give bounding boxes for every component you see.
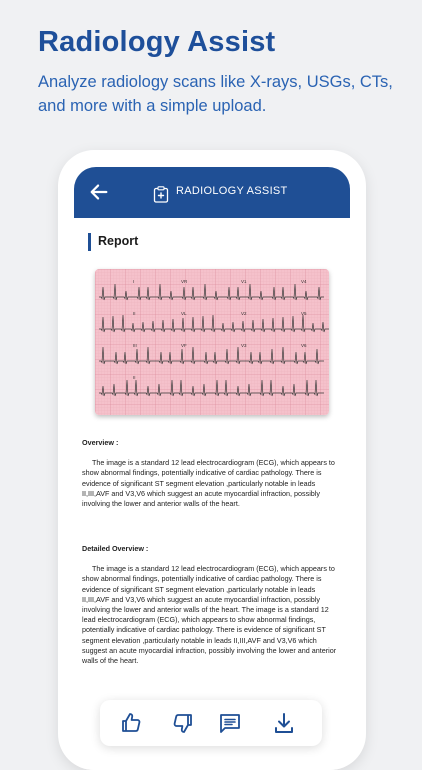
- ecg-lead-label: I: [133, 279, 135, 284]
- detailed-overview-heading: Detailed Overview :: [82, 544, 149, 553]
- ecg-lead-label: V5: [301, 311, 307, 316]
- clipboard-icon: [153, 186, 169, 203]
- overview-heading: Overview :: [82, 438, 119, 447]
- ecg-lead-label: VF: [181, 343, 187, 348]
- ecg-lead-label: III: [133, 343, 137, 348]
- ecg-lead-label: II: [133, 375, 136, 380]
- ecg-lead-label: V2: [241, 311, 247, 316]
- ecg-lead-label: V4: [301, 279, 307, 284]
- hero-title: Radiology Assist: [38, 26, 276, 58]
- overview-section: [82, 438, 340, 509]
- ecg-scan-image: [95, 269, 329, 415]
- overview-text: The image is a standard 12 lead electrocardiogram (ECG), which appears to show abnormal findings, potentially indicative of cardiac pathology. There is evidence of significant ST segment elevation ,particularly notable in leads II,III,AVF and V3,V6 which suggest an acute myocardial infraction, possibly involving the lower and anterior walls of the heart.: [82, 458, 335, 509]
- back-arrow-icon[interactable]: [88, 181, 110, 203]
- ecg-lead-label: V1: [241, 279, 247, 284]
- ecg-lead-label: VR: [181, 279, 188, 284]
- ecg-lead-label: VL: [181, 311, 187, 316]
- report-content: [74, 218, 350, 770]
- app-header-title: RADIOLOGY ASSIST: [176, 185, 288, 197]
- comment-icon[interactable]: [218, 711, 242, 735]
- phone-mockup: [58, 150, 366, 770]
- ecg-lead-label: V6: [301, 343, 307, 348]
- detailed-overview-section: [82, 544, 340, 666]
- section-accent-bar: [88, 233, 91, 251]
- ecg-lead-label: II: [133, 311, 136, 316]
- download-icon[interactable]: [272, 711, 296, 735]
- app-header: [74, 167, 350, 218]
- thumbs-up-icon[interactable]: [119, 711, 143, 735]
- hero-subtitle: Analyze radiology scans like X-rays, USGs, CTs, and more with a simple upload.: [38, 73, 393, 115]
- thumbs-down-icon[interactable]: [171, 711, 195, 735]
- report-section-title: Report: [98, 234, 139, 248]
- detailed-overview-text: The image is a standard 12 lead electrocardiogram (ECG), which appears to show abnormal findings, potentially indicative of cardiac pathology. There is evidence of significant ST segment elevation ,particularly notable in leads II,III,AVF and V3,V6 which suggest an acute myocardial infraction, possibly involving the lower and anterior walls of the heart. The image is a standard 12 lead electrocardiogram (ECG), which appears to show abnormal findings, potentially indicative of cardiac pathology. There is evidence of significant ST segment elevation ,particularly notable in leads II,III,AVF and V3,V6 which suggest an acute myocardial infraction, possibly involving the lower and anterior walls of the heart.: [82, 564, 337, 666]
- action-bar: [100, 700, 322, 746]
- ecg-lead-label: V3: [241, 343, 247, 348]
